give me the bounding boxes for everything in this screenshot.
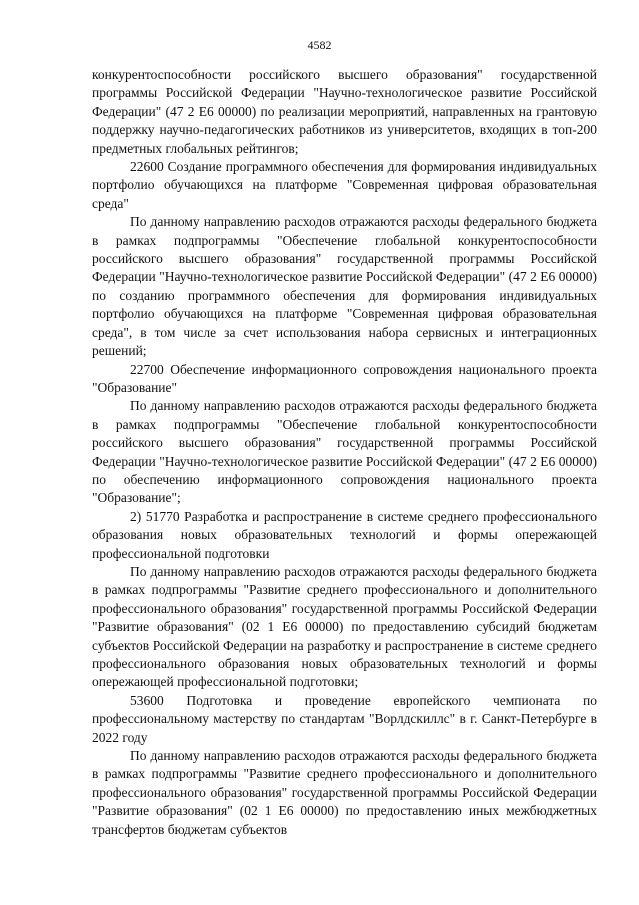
paragraph: По данному направлению расходов отражаются расходы федерального бюджета в рамках подпрограммы "Обеспечение глобальной конкурентоспособности российского высшего образования" государственной программы Российской Федерации "Научно-технологическое развитие Российской Федерации" (47 2 Е6 00000) по созданию программного обеспечения для формирования индивидуальных портфолио обучающихся на платформе "Современная цифровая образовательная среда", в том числе за счет использования набора сервисных и интеграционных решений; xyxy=(92,214,597,359)
paragraph-item-heading: 2) 51770 Разработка и распространение в системе среднего профессионального образования новых образовательных технологий и формы опережающей профессиональной подготовки xyxy=(92,508,597,561)
paragraph: По данному направлению расходов отражаются расходы федерального бюджета в рамках подпрограммы "Обеспечение глобальной конкурентоспособности российского высшего образования" государственной программы Российской Федерации "Научно-технологическое развитие Российской Федерации" (47 2 Е6 00000) по обеспечению информационного сопровождения национального проекта "Образование"; xyxy=(92,398,597,506)
paragraph: По данному направлению расходов отражаются расходы федерального бюджета в рамках подпрограммы "Развитие среднего профессионального и дополнительного профессионального образования" государственной программы Российской Федерации "Развитие образования" (02 1 Е6 00000) по предоставлению иных межбюджетных трансфертов бюджетам субъектов xyxy=(92,748,597,837)
page-number: 4582 xyxy=(307,38,332,52)
document-body xyxy=(92,66,597,839)
paragraph-continuation: конкурентоспособности российского высшего образования" государственной программы Российской Федерации "Научно-технологическое развитие Российской Федерации" (47 2 Е6 00000) по реализации мероприятий, направленных на грантовую поддержку научно-педагогических работников из университетов, входящих в топ-200 предметных глобальных рейтингов; xyxy=(92,67,597,156)
paragraph: По данному направлению расходов отражаются расходы федерального бюджета в рамках подпрограммы "Развитие среднего профессионального и дополнительного профессионального образования" государственной программы Российской Федерации "Развитие образования" (02 1 Е6 00000) по предоставлению субсидий бюджетам субъектов Российской Федерации на разработку и распространение в системе среднего профессионального образования новых образовательных технологий и формы опережающей профессиональной подготовки; xyxy=(92,563,597,690)
paragraph-item-heading: 22600 Создание программного обеспечения для формирования индивидуальных портфолио обучающихся на платформе "Современная цифровая образовательная среда" xyxy=(92,159,597,211)
paragraph-item-heading: 53600 Подготовка и проведение европейского чемпионата по профессиональному мастерству по стандартам "Ворлдскиллс" в г. Санкт-Петербурге в 2022 году xyxy=(92,692,597,745)
paragraph-item-heading: 22700 Обеспечение информационного сопровождения национального проекта "Образование" xyxy=(92,361,597,395)
